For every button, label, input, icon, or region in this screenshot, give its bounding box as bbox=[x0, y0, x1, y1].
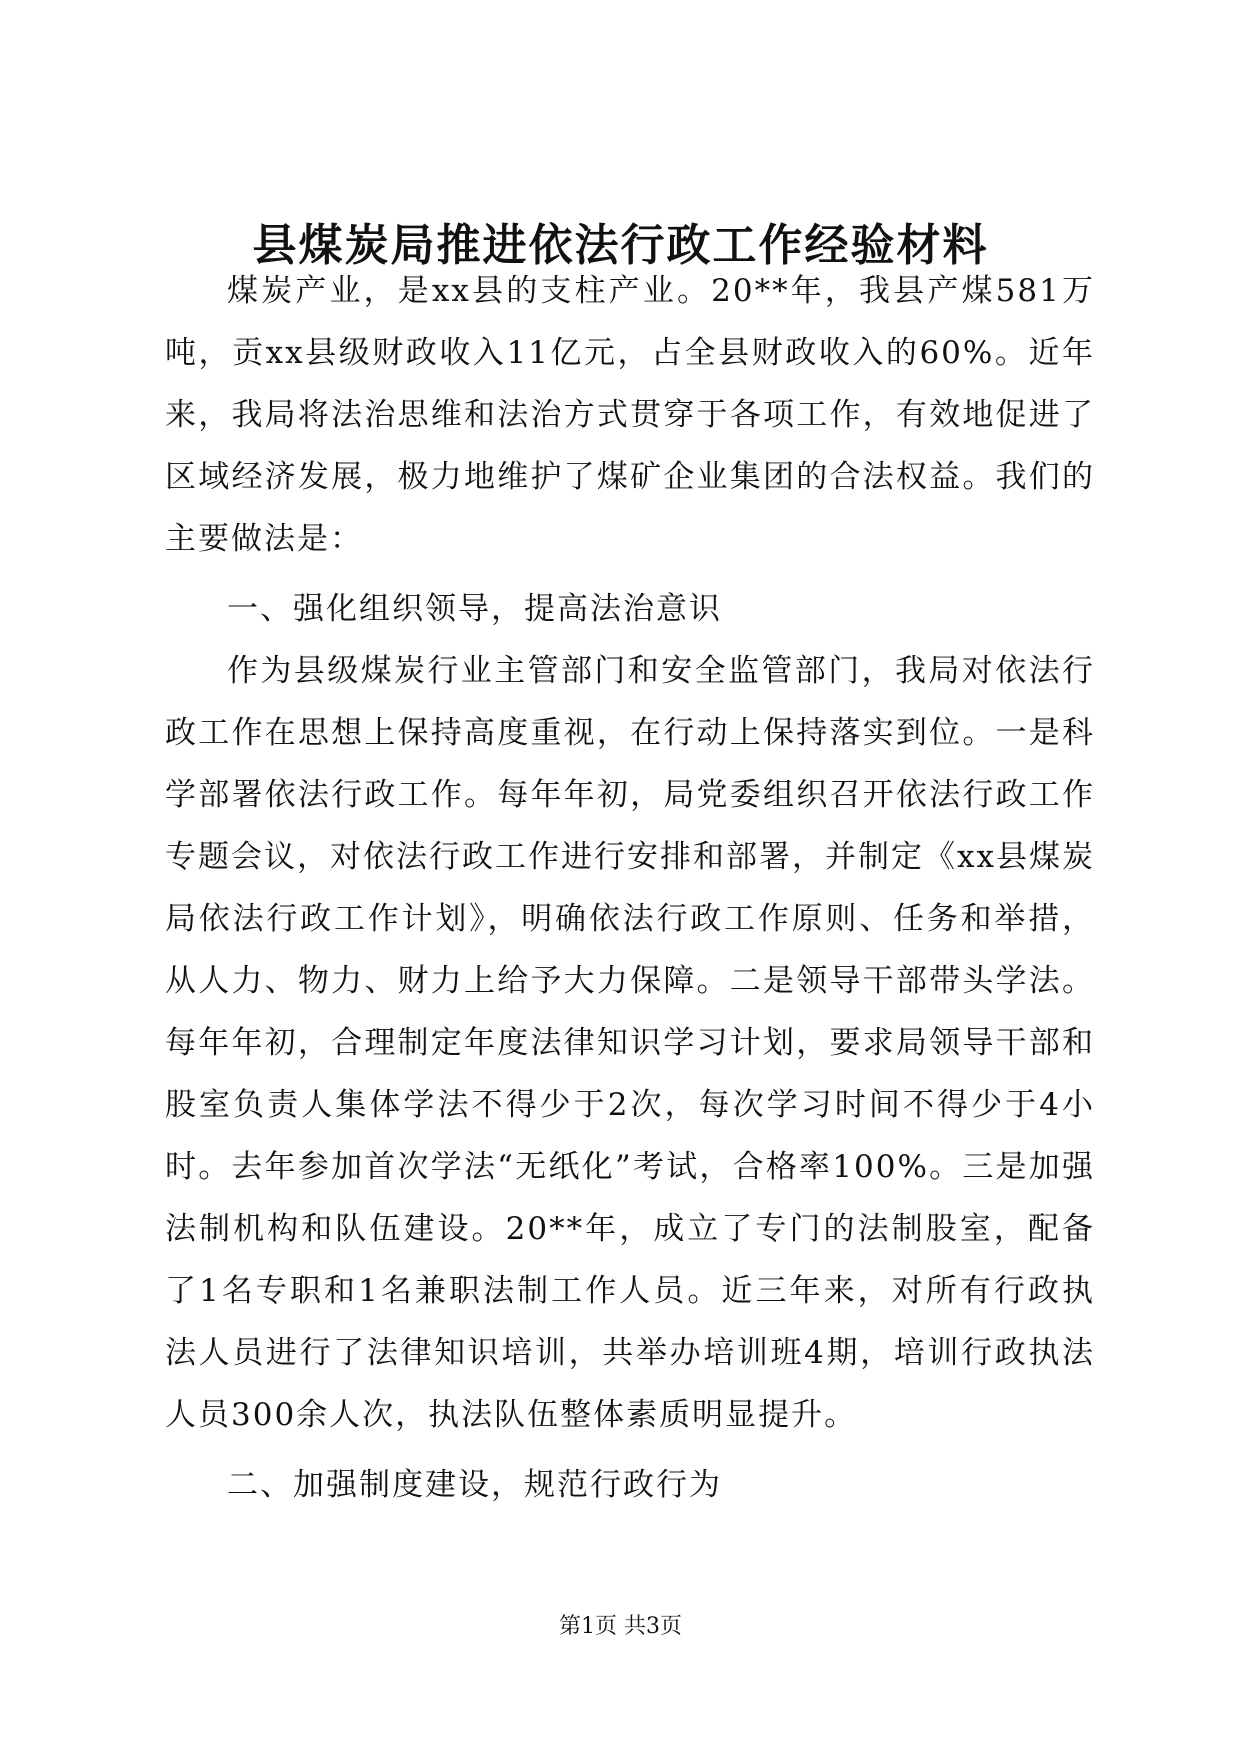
section-heading-2: 二、加强制度建设，规范行政行为 bbox=[227, 1467, 722, 1503]
document-title: 县煤炭局推进依法行政工作经验材料 bbox=[252, 220, 989, 271]
intro-paragraph: 煤炭产业，是xx县的支柱产业。20**年，我县产煤581万吨，贡xx县级财政收入11亿元，占全县财政收入的60%。近年来，我局将法治思维和法治方式贯穿于各项工作，有效地促进了区域经济发展，极力地维护了煤矿企业集团的合法权益。我们的主要做法是： bbox=[165, 273, 1095, 557]
document-body bbox=[165, 260, 1095, 1516]
section-1-paragraph: 作为县级煤炭行业主管部门和安全监管部门，我局对依法行政工作在思想上保持高度重视，在行动上保持落实到位。一是科学部署依法行政工作。每年年初，局党委组织召开依法行政工作专题会议，对依法行政工作进行安排和部署，并制定《xx县煤炭局依法行政工作计划》，明确依法行政工作原则、任务和举措，从人力、物力、财力上给予大力保障。二是领导干部带头学法。每年年初，合理制定年度法律知识学习计划，要求局领导干部和股室负责人集体学法不得少于2次，每次学习时间不得少于4小时。去年参加首次学法“无纸化”考试，合格率100%。三是加强法制机构和队伍建设。20**年，成立了专门的法制股室，配备了1名专职和1名兼职法制工作人员。近三年来，对所有行政执法人员进行了法律知识培训，共举办培训班4期，培训行政执法人员300余人次，执法队伍整体素质明显提升。 bbox=[165, 653, 1095, 1433]
page-footer: 第1页 共3页 bbox=[559, 1614, 682, 1639]
section-heading-1: 一、强化组织领导，提高法治意识 bbox=[227, 591, 722, 627]
